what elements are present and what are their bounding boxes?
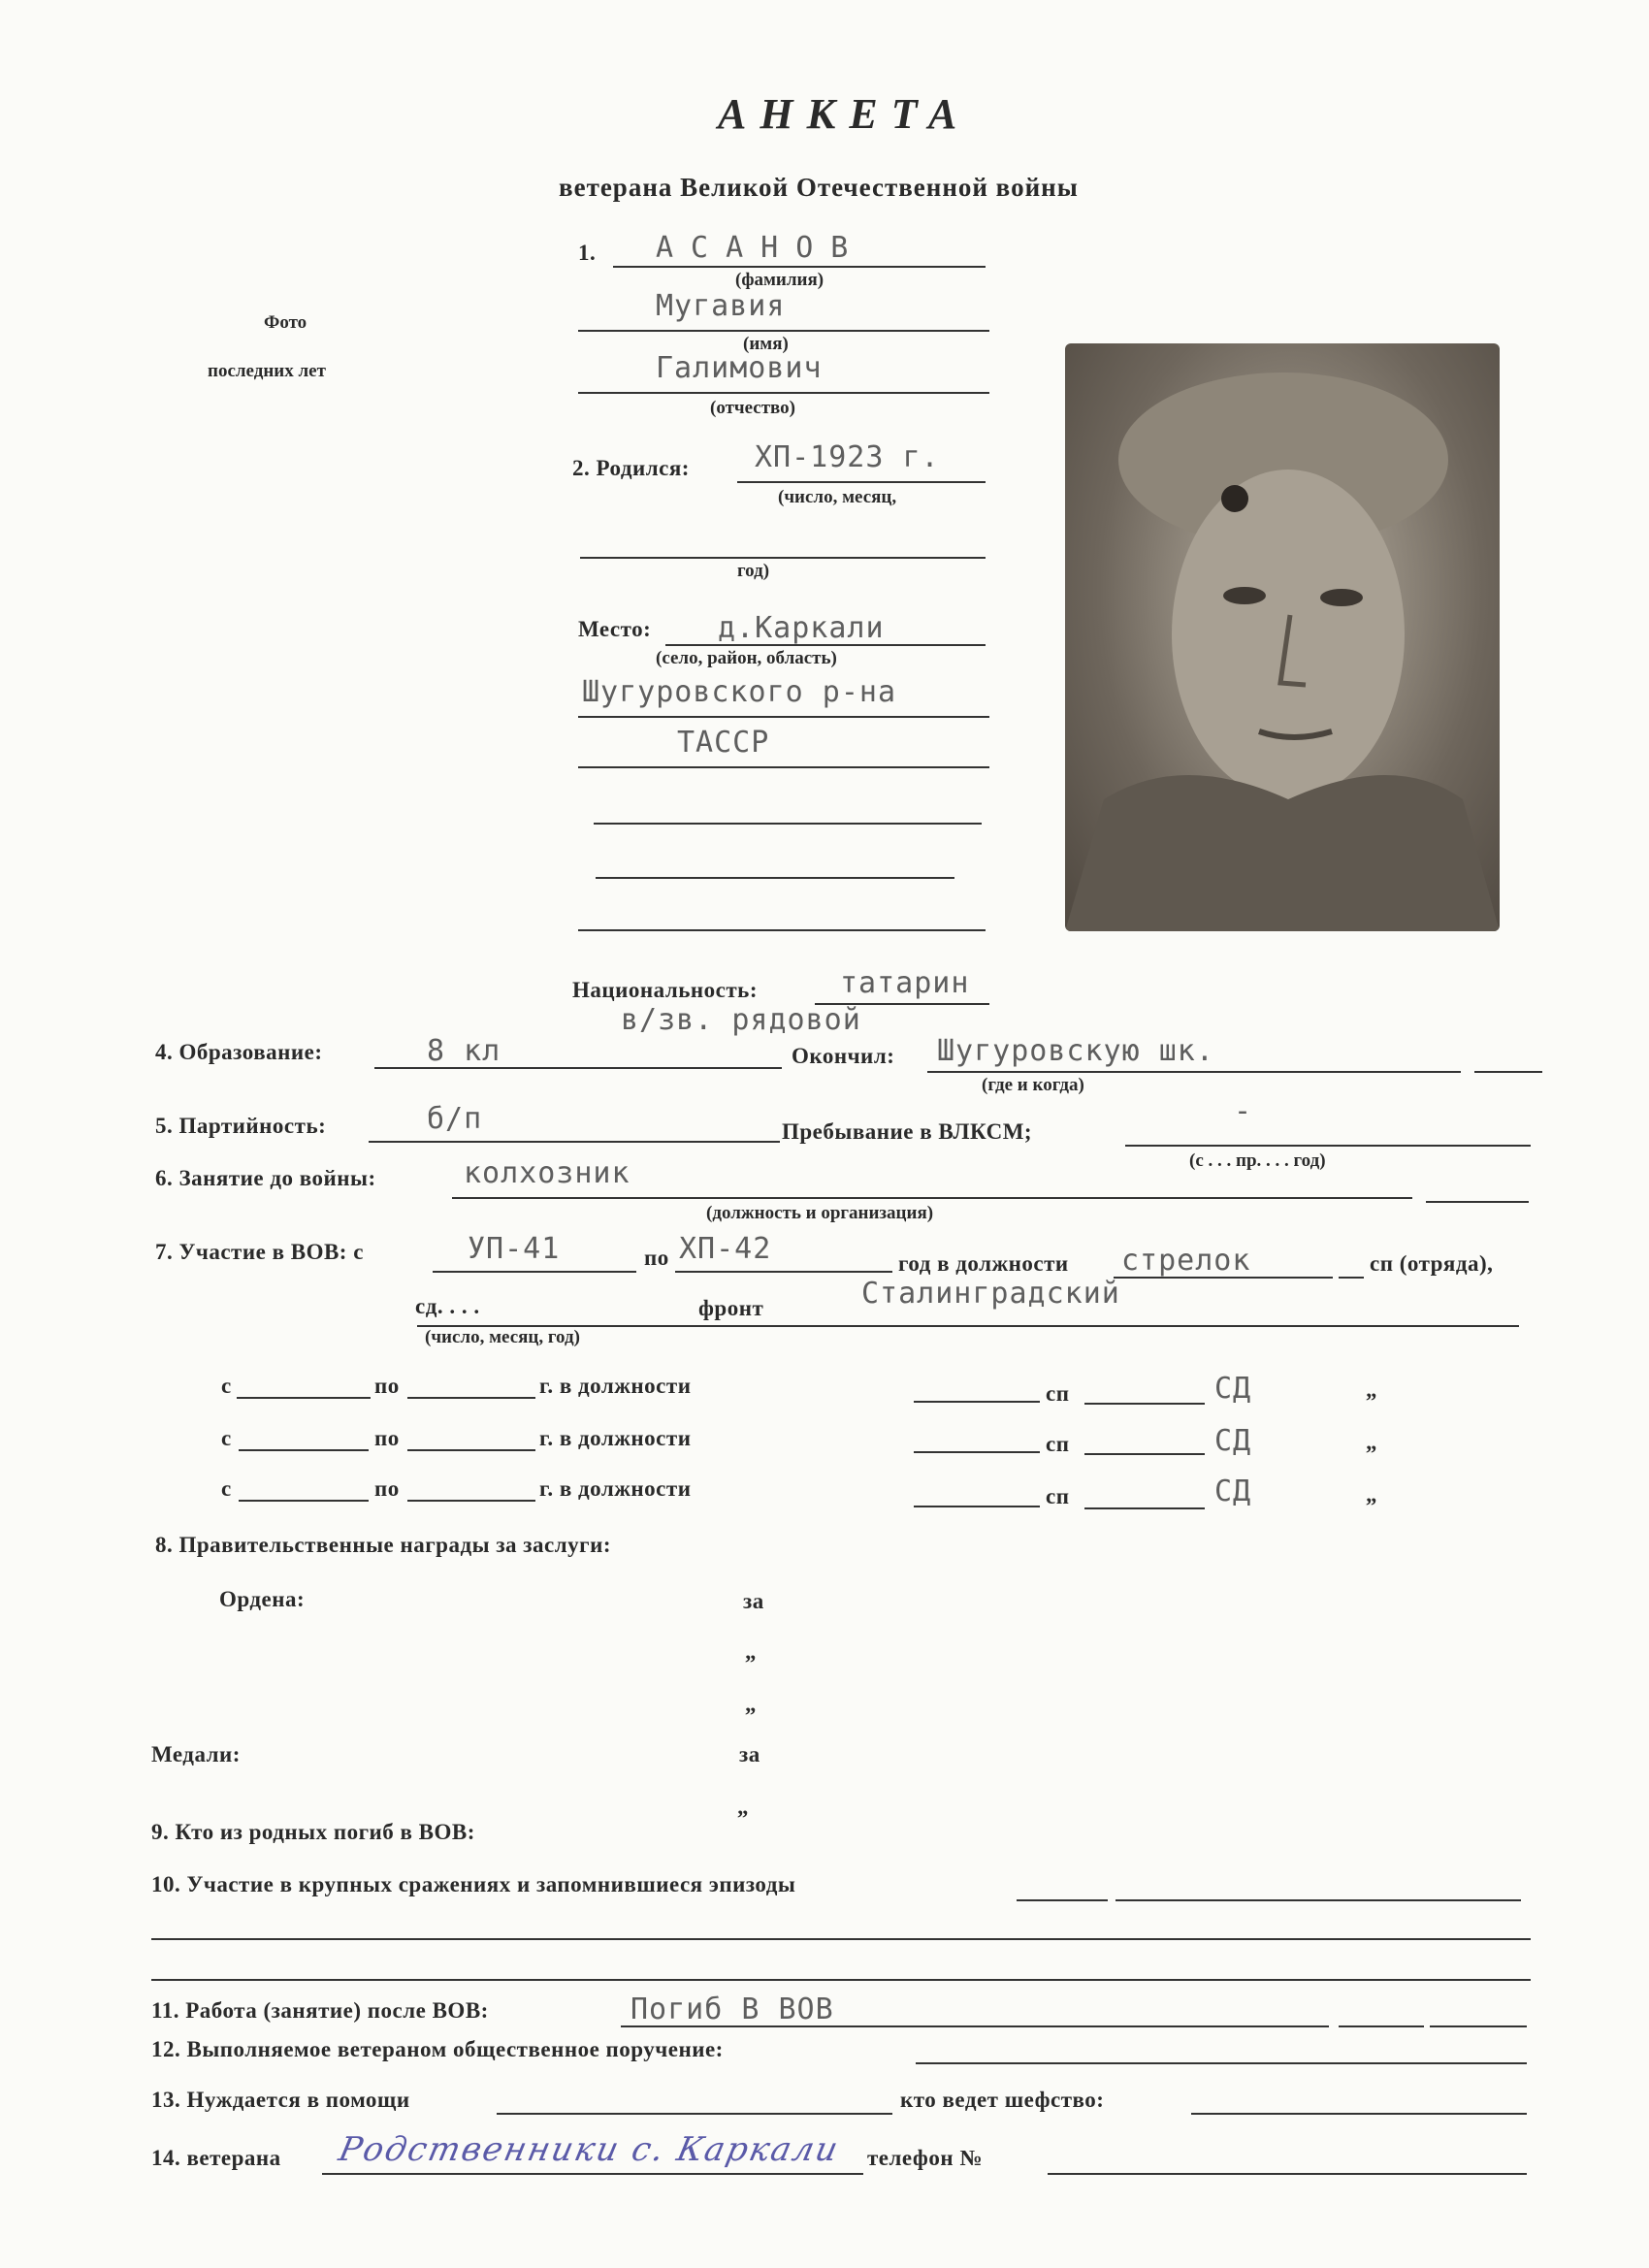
- q7-sd-label: сд. . . .: [415, 1294, 480, 1318]
- q7-sp-label: сп (отряда),: [1370, 1251, 1494, 1276]
- q11-label: 11. Работа (занятие) после ВОВ:: [151, 1998, 489, 2023]
- row-position-label: г. в должности: [539, 1426, 692, 1450]
- row-sp-line-b: [1084, 1453, 1205, 1455]
- row-c: с: [221, 1374, 232, 1398]
- row-c: с: [221, 1476, 232, 1501]
- q7-label: 7. Участие в ВОВ: с: [155, 1240, 364, 1264]
- q1-surname-line: [613, 266, 986, 268]
- q11-line-b: [1339, 2025, 1424, 2027]
- q6-value: колхозник: [464, 1156, 630, 1190]
- q13-line: [497, 2113, 892, 2115]
- row-po: по: [374, 1426, 400, 1450]
- q10-label: 10. Участие в крупных сражениях и запомнившиеся эпизоды: [151, 1872, 796, 1896]
- q2-year-caption: год): [737, 561, 770, 581]
- q5-vlksm-value: -: [1234, 1094, 1253, 1128]
- row-position-label: г. в должности: [539, 1374, 692, 1398]
- q2-blank-line-1: [594, 823, 982, 825]
- q1-name-line: [578, 330, 989, 332]
- q8-quote-2: „: [745, 1692, 757, 1716]
- q5-value-line: [369, 1141, 780, 1143]
- q11-line: [621, 2025, 1329, 2027]
- q7-to: ХП-42: [679, 1232, 772, 1266]
- q5-vlksm-label: Пребывание в ВЛКСМ;: [782, 1119, 1033, 1144]
- q14-phone-line: [1048, 2173, 1527, 2175]
- q8-medals-label: Медали:: [151, 1742, 241, 1766]
- q8-za-1: за: [743, 1589, 764, 1613]
- row-quote: „: [1366, 1482, 1377, 1507]
- row-sp: сп: [1046, 1381, 1070, 1406]
- q6-label: 6. Занятие до войны:: [155, 1166, 376, 1190]
- q14-line: [322, 2173, 863, 2175]
- q7-to-line: [675, 1271, 892, 1273]
- q2-place-line2-rule: [578, 716, 989, 718]
- q2-year-line: [580, 557, 986, 559]
- q3-label: Национальность:: [572, 978, 758, 1002]
- q1-surname-caption: (фамилия): [735, 270, 824, 290]
- row-c-line: [237, 1397, 371, 1399]
- q1-number: 1.: [578, 241, 597, 265]
- row-sd: СД: [1214, 1372, 1252, 1406]
- row-sd: СД: [1214, 1424, 1252, 1458]
- q5-value: б/п: [427, 1102, 483, 1136]
- row-po: по: [374, 1374, 400, 1398]
- q1-surname: АСАНОВ: [656, 231, 866, 265]
- q6-line: [452, 1197, 1412, 1199]
- row-c-line: [239, 1449, 369, 1451]
- row-po-line: [407, 1449, 535, 1451]
- q10-line-2: [151, 1938, 1531, 1940]
- row-sp: сп: [1046, 1432, 1070, 1456]
- q13-patron-label: кто ведет шефство:: [900, 2088, 1105, 2112]
- q4-label: 4. Образование:: [155, 1040, 323, 1064]
- q5-vlksm-line: [1125, 1145, 1531, 1147]
- q11-value: Погиб В ВОВ: [630, 1993, 834, 2026]
- q3-value: татарин: [840, 966, 970, 1000]
- q7-front: Сталинградский: [861, 1277, 1120, 1311]
- q7-front-label: фронт: [698, 1296, 764, 1320]
- photo-label-line1: Фото: [264, 312, 307, 333]
- q10-line-a: [1017, 1899, 1108, 1901]
- row-sd: СД: [1214, 1474, 1252, 1508]
- row-po: по: [374, 1476, 400, 1501]
- q7-from: УП-41: [468, 1232, 561, 1266]
- form-subtitle: ветерана Великой Отечественной войны: [559, 173, 1079, 202]
- q2-date: ХП-1923 г.: [755, 440, 940, 474]
- q5-vlksm-caption: (с . . . пр. . . . год): [1189, 1150, 1326, 1171]
- q4-finished-value: Шугуровскую шк.: [937, 1034, 1214, 1068]
- q7-to-label: по: [644, 1246, 669, 1270]
- row-sp-line-b: [1084, 1507, 1205, 1509]
- veteran-photo: [1065, 343, 1500, 931]
- q13-label: 13. Нуждается в помощи: [151, 2088, 410, 2112]
- photo-label-line2: последних лет: [208, 361, 326, 381]
- q14-phone-label: телефон №: [867, 2146, 983, 2170]
- row-c-line: [239, 1500, 369, 1502]
- q7-position-line: [1114, 1277, 1333, 1279]
- q4-value: 8 кл: [427, 1034, 501, 1068]
- q7-caption: (число, месяц, год): [425, 1327, 580, 1347]
- q12-label: 12. Выполняемое ветераном общественное поручение:: [151, 2037, 724, 2061]
- q4-finished-line: [927, 1071, 1461, 1073]
- q2-blank-line-2: [596, 877, 954, 879]
- row-quote: „: [1366, 1430, 1377, 1454]
- q9-label: 9. Кто из родных погиб в ВОВ:: [151, 1820, 475, 1844]
- q8-orders-label: Ордена:: [219, 1587, 306, 1611]
- q2-date-caption: (число, месяц,: [778, 487, 897, 507]
- row-sp-line-b: [1084, 1403, 1205, 1405]
- q3-rank: в/зв. рядовой: [621, 1003, 861, 1037]
- row-sp-line-a: [914, 1401, 1040, 1403]
- q4-value-line: [374, 1067, 782, 1069]
- q8-label: 8. Правительственные награды за заслуги:: [155, 1533, 612, 1557]
- q13-patron-line: [1191, 2113, 1527, 2115]
- row-po-line: [407, 1397, 535, 1399]
- row-sp-line-a: [914, 1451, 1040, 1453]
- q1-name: Мугавия: [656, 289, 786, 323]
- q1-patronymic-caption: (отчество): [710, 398, 796, 418]
- q7-position-line-b: [1339, 1277, 1364, 1279]
- q10-line-3: [151, 1979, 1531, 1981]
- q14-value: Родственники с. Каркали: [335, 2130, 844, 2169]
- q7-position: стрелок: [1121, 1244, 1251, 1278]
- q1-patronymic: Галимович: [656, 351, 823, 385]
- q11-line-c: [1430, 2025, 1527, 2027]
- row-sp-line-a: [914, 1506, 1040, 1507]
- q14-label: 14. ветерана: [151, 2146, 281, 2170]
- q12-line: [916, 2062, 1527, 2064]
- q8-quote-3: „: [737, 1795, 749, 1819]
- q1-name-caption: (имя): [743, 334, 789, 354]
- q2-place-line3: ТАССР: [677, 726, 770, 760]
- q2-place-label: Место:: [578, 617, 652, 641]
- q7-from-line: [433, 1271, 636, 1273]
- q2-label: 2. Родился:: [572, 456, 690, 480]
- q8-quote-1: „: [745, 1639, 757, 1664]
- q5-label: 5. Партийность:: [155, 1114, 327, 1138]
- form-title: АНКЕТА: [718, 90, 971, 138]
- row-c: с: [221, 1426, 232, 1450]
- q4-finished-line-b: [1474, 1071, 1542, 1073]
- q6-line-b: [1426, 1201, 1529, 1203]
- q2-place-line3-rule: [578, 766, 989, 768]
- q2-place-line: [665, 644, 986, 646]
- q2-place-line2: Шугуровского р-на: [582, 675, 897, 709]
- q7-front-line: [417, 1325, 1519, 1327]
- row-sp: сп: [1046, 1484, 1070, 1508]
- q8-za-2: за: [739, 1742, 760, 1766]
- q2-place-caption: (село, район, область): [656, 648, 837, 668]
- q7-position-label: год в должности: [898, 1251, 1069, 1276]
- row-po-line: [407, 1500, 535, 1502]
- q10-line-b: [1116, 1899, 1521, 1901]
- q6-caption: (должность и организация): [706, 1203, 934, 1223]
- q2-place: д.Каркали: [718, 611, 885, 645]
- q4-finished-label: Окончил:: [792, 1044, 895, 1068]
- q2-date-line: [737, 481, 986, 483]
- q2-blank-line-3: [578, 929, 986, 931]
- row-position-label: г. в должности: [539, 1476, 692, 1501]
- row-quote: „: [1366, 1377, 1377, 1402]
- q4-finished-caption: (где и когда): [982, 1075, 1084, 1095]
- q1-patronymic-line: [578, 392, 989, 394]
